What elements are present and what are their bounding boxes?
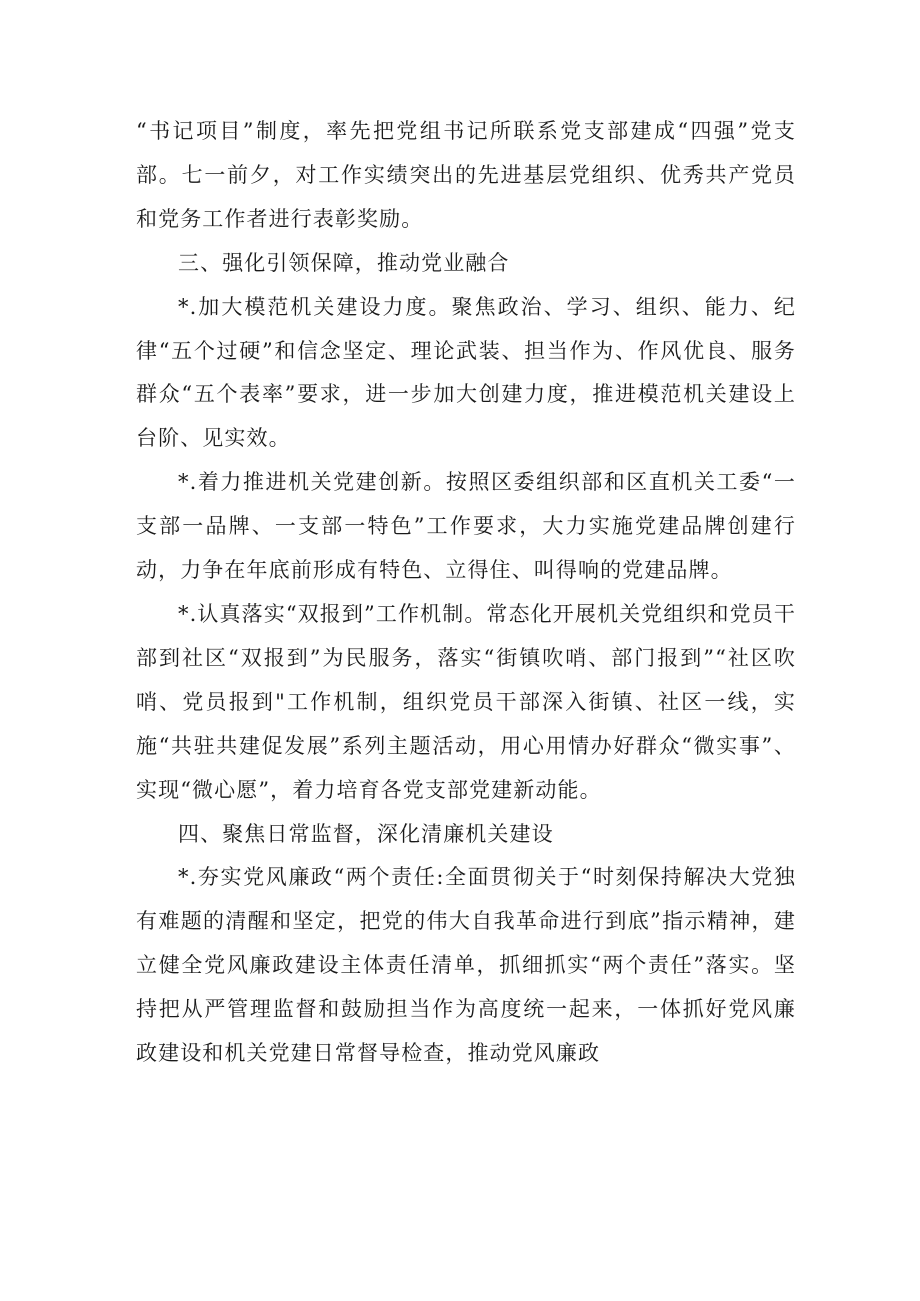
document-body [136,110,796,1076]
paragraph-party-innovation: *.着力推进机关党建创新。按照区委组织部和区直机关工委“一支部一品牌、一支部一特色”工作要求，大力实施党建品牌创建行动，力争在年底前形成有特色、立得住、叫得响的党建品牌。 [136,470,796,583]
paragraph-continuation: “书记项目”制度，率先把党组书记所联系党支部建成“四强”党支部。七一前夕，对工作实绩突出的先进基层党组织、优秀共产党员和党务工作者进行表彰奖励。 [136,119,796,231]
paragraph-two-responsibilities: *.夯实党风廉政“两个责任:全面贯彻关于“时刻保持解决大党独有难题的清醒和坚定，把党的伟大自我革命进行到底”指示精神，建立健全党风廉政建设主体责任清单，抓细抓实“两个责任”落实。坚持把从严管理监督和鼓励担当作为高度统一起来，一体抓好党风廉政建设和机关党建日常督导检查，推动党风廉政 [136,865,796,1066]
paragraph-double-report: *.认真落实“双报到”工作机制。常态化开展机关党组织和党员干部到社区“双报到”为民服务，落实“街镇吹哨、部门报到”“社区吹哨、党员报到"工作机制，组织党员干部深入街镇、社区一线，实施“共驻共建促发展”系列主题活动，用心用情办好群众“微实事”、实现“微心愿”，着力培育各党支部党建新动能。 [136,601,796,802]
paragraph-model-organ: *.加大模范机关建设力度。聚焦政治、学习、组织、能力、纪律“五个过硬”和信念坚定、理论武装、担当作为、作风优良、服务群众“五个表率”要求，进一步加大创建力度，推进模范机关建设上台阶、见实效。 [136,294,796,451]
section-heading-4: 四、聚焦日常监督，深化清廉机关建设 [178,821,554,846]
section-heading-3: 三、强化引领保障，推动党业融合 [178,250,510,275]
